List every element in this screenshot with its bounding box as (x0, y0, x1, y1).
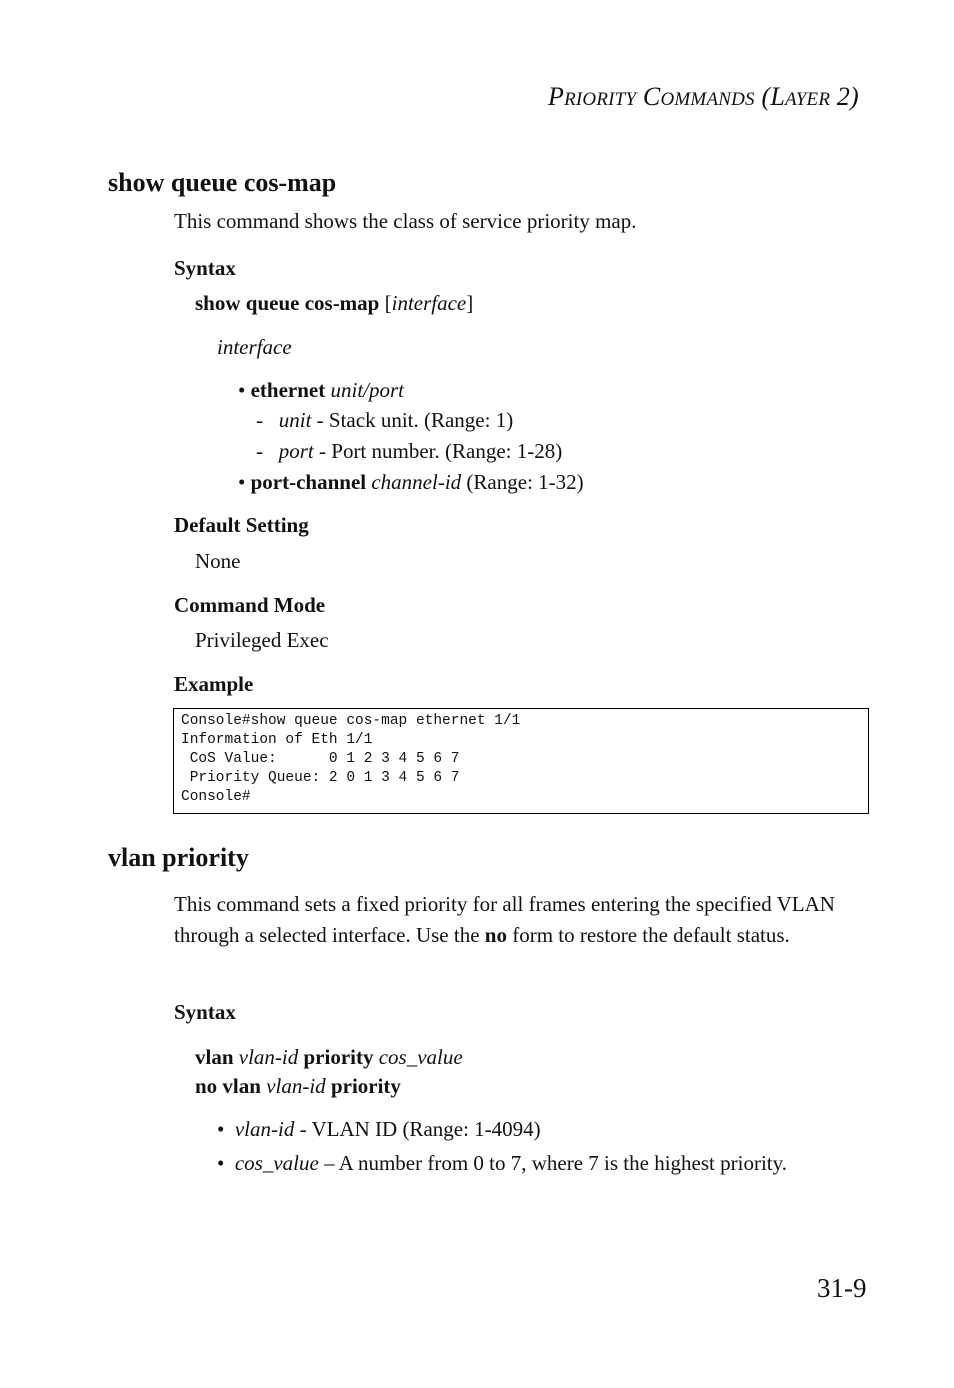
syntax-line: show queue cos-map [interface] (195, 291, 474, 315)
sub-bullet-unit: - unit - Stack unit. (Range: 1) (256, 408, 514, 432)
section-title-show-queue-cos-map: show queue cos-map (108, 168, 337, 197)
syntax-line-vlan: vlan vlan-id priority cos_value (195, 1045, 463, 1069)
default-setting-value: None (195, 549, 241, 573)
code-line: Priority Queue: 2 0 1 3 4 5 6 7 (181, 770, 460, 786)
param-interface-label: interface (217, 335, 292, 359)
code-line: CoS Value: 0 1 2 3 4 5 6 7 (181, 751, 460, 767)
code-line: Information of Eth 1/1 (181, 732, 373, 748)
section2-description: This command sets a fixed priority for all frames entering the specified VLAN through a selected interface. Use the no form to restore the default status. (174, 892, 835, 947)
bullet-vlan-id: • vlan-id - VLAN ID (Range: 1-4094) (217, 1117, 541, 1141)
section-title-vlan-priority: vlan priority (108, 843, 249, 872)
default-setting-heading: Default Setting (174, 513, 309, 537)
sub-bullet-port: - port - Port number. (Range: 1-28) (256, 439, 563, 463)
syntax-heading: Syntax (174, 256, 236, 280)
command-mode-heading: Command Mode (174, 593, 326, 617)
code-example-box (173, 708, 869, 814)
bullet-ethernet: • ethernet unit/port (238, 378, 405, 402)
syntax-line-no-vlan: no vlan vlan-id priority (195, 1074, 401, 1098)
command-mode-value: Privileged Exec (195, 628, 329, 652)
bullet-cos-value: • cos_value – A number from 0 to 7, where 7 is the highest priority. (217, 1151, 787, 1175)
bullet-port-channel: • port-channel channel-id (Range: 1-32) (238, 470, 584, 494)
code-line: Console# (181, 789, 251, 805)
syntax-heading-2: Syntax (174, 1000, 236, 1024)
page-number: 31-9 (817, 1273, 867, 1303)
running-header: PRIORITY COMMANDS (LAYER 2) (548, 82, 859, 111)
code-line: Console#show queue cos-map ethernet 1/1 (181, 713, 521, 729)
example-heading: Example (174, 672, 254, 696)
section1-description: This command shows the class of service priority map. (174, 209, 637, 233)
